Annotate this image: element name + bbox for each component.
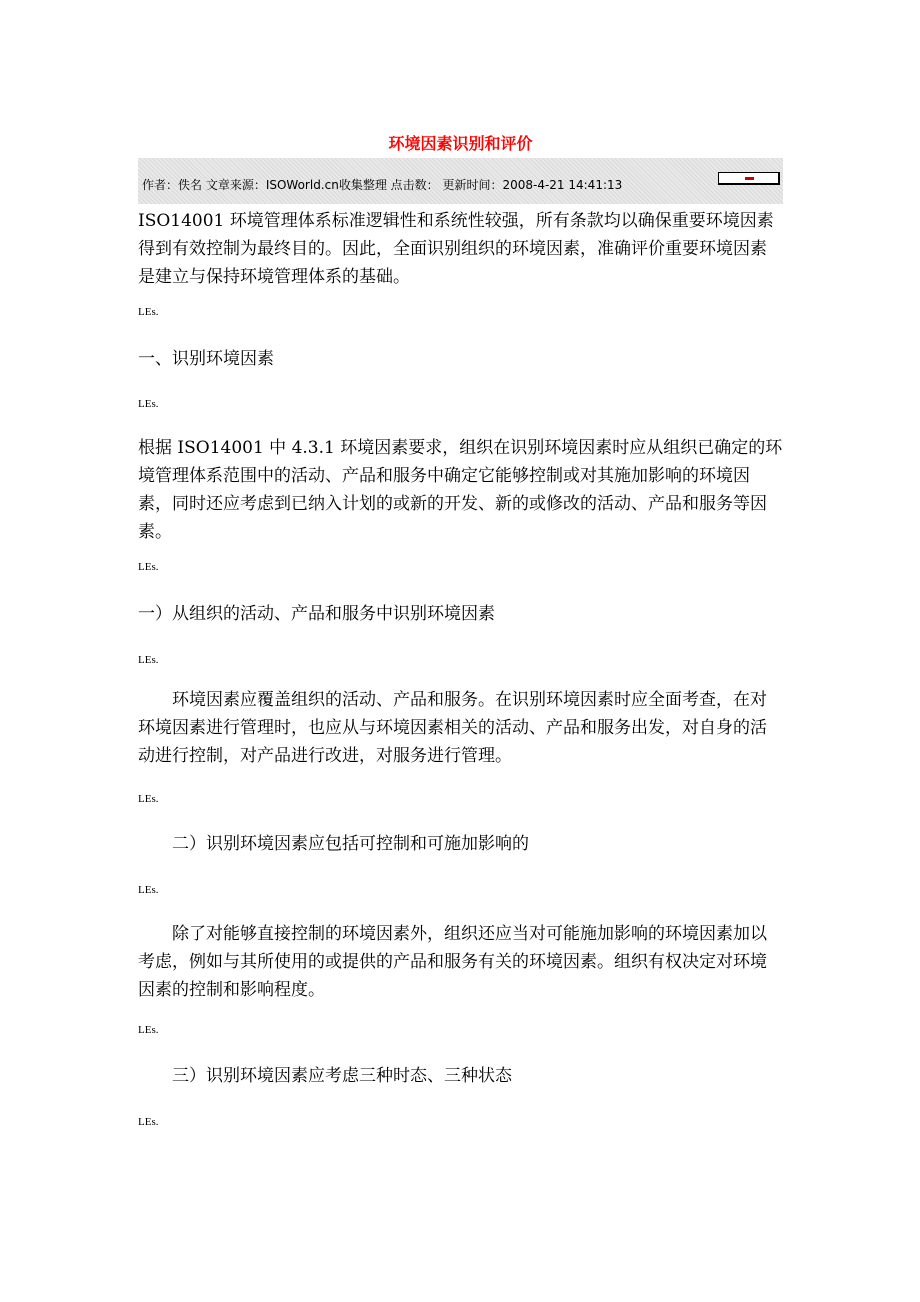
separator-text: LEs. xyxy=(138,398,159,410)
subsection-heading-1: 一）从组织的活动、产品和服务中识别环境因素 xyxy=(138,604,495,624)
separator-text: LEs. xyxy=(138,561,159,573)
separator-text: LEs. xyxy=(138,1024,159,1036)
separator-text: LEs. xyxy=(138,654,159,666)
paragraph-coverage: 环境因素应覆盖组织的活动、产品和服务。在识别环境因素时应全面考查，在对环境因素进行管理时，也应从与环境因素相关的活动、产品和服务出发，对自身的活动进行控制，对产品进行改进，对服务进行管理。 xyxy=(138,690,767,766)
subsection-heading-3: 三）识别环境因素应考虑三种时态、三种状态 xyxy=(172,1066,512,1086)
article-meta-bar xyxy=(138,158,783,204)
close-mark-icon xyxy=(745,177,754,180)
paragraph-influence: 除了对能够直接控制的环境因素外，组织还应当对可能施加影响的环境因素加以考虑，例如与其所使用的或提供的产品和服务有关的环境因素。组织有权决定对环境因素的控制和影响程度。 xyxy=(138,924,767,1000)
separator-text: LEs. xyxy=(138,306,159,318)
article-meta-text: 作者：佚名 文章来源：ISOWorld.cn收集整理 点击数： 更新时间：2008-4-21 14:41:13 xyxy=(142,178,623,192)
section-heading-1: 一、识别环境因素 xyxy=(138,349,274,369)
separator-text: LEs. xyxy=(138,884,159,896)
separator-text: LEs. xyxy=(138,1116,159,1128)
article-title: 环境因素识别和评价 xyxy=(388,134,533,153)
intro-paragraph: ISO14001 环境管理体系标准逻辑性和系统性较强，所有条款均以确保重要环境因素得到有效控制为最终目的。因此，全面识别组织的环境因素，准确评价重要环境因素是建立与保持环境管理体系的基础。 xyxy=(138,211,774,287)
separator-text: LEs. xyxy=(138,793,159,805)
close-window-button[interactable] xyxy=(718,172,780,185)
subsection-heading-2: 二）识别环境因素应包括可控制和可施加影响的 xyxy=(172,834,529,854)
paragraph-requirements: 根据 ISO14001 中 4.3.1 环境因素要求，组织在识别环境因素时应从组织已确定的环境管理体系范围中的活动、产品和服务中确定它能够控制或对其施加影响的环境因素，同时还应考虑到已纳入计划的或新的开发、新的或修改的活动、产品和服务等因素。 xyxy=(138,438,783,542)
